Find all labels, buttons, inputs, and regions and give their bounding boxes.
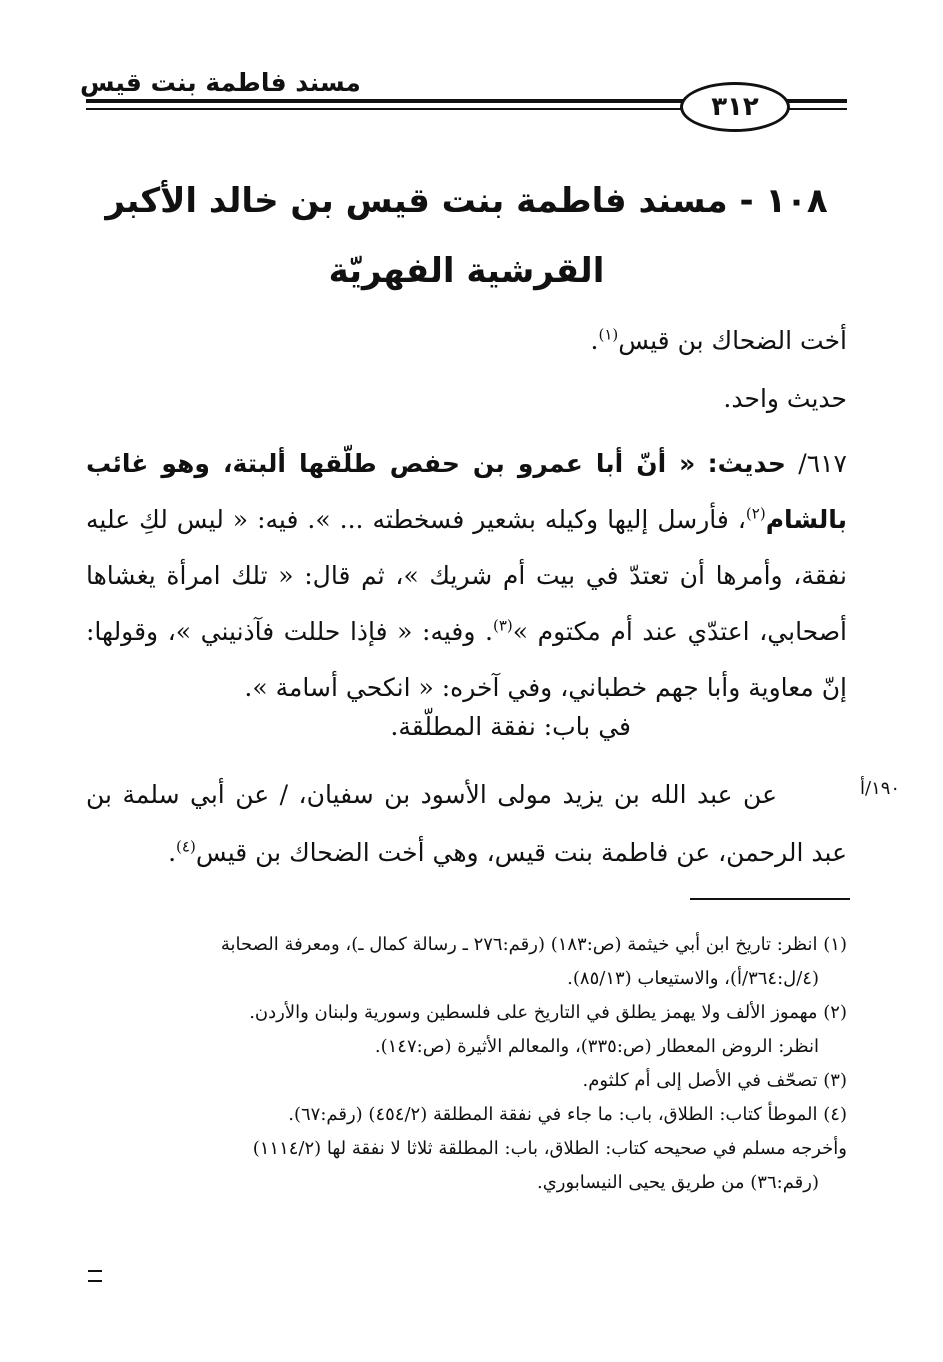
hadith-text-part1: « أنّ أبا عمرو بن حفص طلّقها ألبتة، وهو غائب بالشام [86,449,847,534]
page-number-badge [680,82,790,132]
continuation-mark [88,1270,102,1282]
hadith-paragraph [86,436,847,716]
footnotes-block [86,928,847,1200]
footnote-ref-1[interactable]: (١) [598,325,619,344]
chapter-title-line1: ١٠٨ - مسند فاطمة بنت قيس بن خالد الأكبر [105,181,828,221]
chapter-reference: في باب: نفقة المطلّقة. [390,712,631,741]
manuscript-folio-marker: ١٩٠/أ [860,778,901,799]
footnote-4-line2: وأخرجه مسلم في صحيحه كتاب: الطلاق، باب: المطلقة ثلاثا لا نفقة لها (١١١٤/٢) [252,1138,847,1159]
footnote-1-line2: (٤/ل:٣٦٤/أ)، والاستيعاب (٨٥/١٣). [567,968,819,989]
footnote-2-line2: انظر: الروض المعطار (ص:٣٣٥)، والمعالم الأثيرة (ص:١٤٧). [374,1036,819,1057]
hadith-text-part3: . وفيه: « فإذا حللت فآذنيني »، وقولها: إنّ معاوية وأبا جهم خطباني، وفي آخره: « انكحي أسامة ». [86,617,847,702]
footnote-4-line1: (٤) الموطأ كتاب: الطلاق، باب: ما جاء في نفقة المطلقة (٤٥٤/٢) (رقم:٦٧). [288,1104,847,1125]
footnote-ref-2[interactable]: (٢) [745,504,766,523]
intro-line2: حديث واحد. [723,384,847,413]
intro-line1 [591,326,847,355]
footnote-1-line1: (١) انظر: تاريخ ابن أبي خيثمة (ص:١٨٣) (رقم:٢٧٦ ـ رسالة كمال ـ)، ومعرفة الصحابة [220,934,847,955]
chapter-title [86,166,847,306]
footnote-3: (٣) تصحّف في الأصل إلى أم كلثوم. [582,1070,847,1091]
hadith-text-part2: ، فأرسل إليها وكيله بشعير فسخطته ... ». فيه: « ليس لكِ عليه نفقة، وأمرها أن تعتدّ في بيت أم شريك »، ثم قال: « تلك امرأة يغشاها أصحابي، اعتدّي عند أم مكتوم » [86,505,847,646]
hadith-label: حديث: [707,449,786,478]
running-title: مسند فاطمة بنت قيس [80,68,361,97]
footnote-ref-4[interactable]: (٤) [176,837,196,856]
page-number: ٣١٢ [711,92,759,122]
footnote-4-line3: (رقم:٣٦) من طريق يحيى النيسابوري. [536,1172,819,1193]
footnote-separator [690,898,850,900]
isnad-end: . [168,838,177,867]
chapter-title-line2: القرشية الفهريّة [328,251,605,291]
isnad-text: عن عبد الله بن يزيد مولى الأسود بن سفيان، / عن أبي سلمة بن عبد الرحمن، عن فاطمة بنت قيس، وهي أخت الضحاك بن قيس [86,780,847,867]
isnad-paragraph [86,766,847,882]
hadith-number: ٦١٧/ [798,449,847,478]
intro-line1-end: . [590,326,599,355]
footnote-2-line1: (٢) مهموز الألف ولا يهمز يطلق في التاريخ على فلسطين وسورية ولبنان والأردن. [249,1002,847,1023]
intro-line1-text: أخت الضحاك بن قيس [618,326,847,355]
footnote-ref-3[interactable]: (٣) [492,616,513,635]
